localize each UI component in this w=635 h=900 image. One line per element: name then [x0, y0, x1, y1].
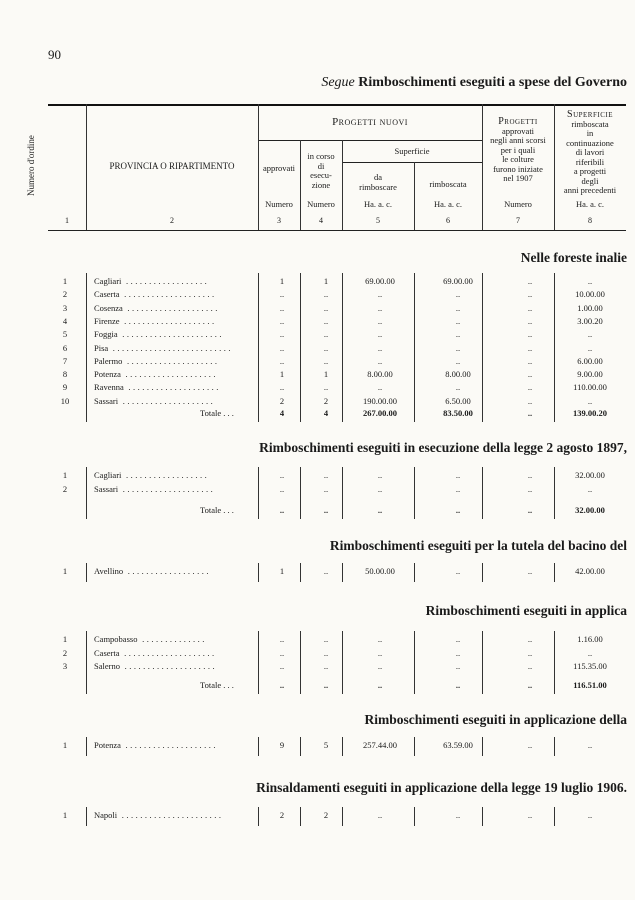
cell-province: Potenza ....................: [94, 740, 219, 750]
cell-da-rimboscare: ..: [377, 810, 383, 820]
table-row: [50, 566, 620, 580]
cell-da-rimboscare: 69.00.00: [365, 276, 395, 286]
cell-in-corso: ..: [323, 302, 329, 313]
cell-progetti-anni-scorsi: ..: [527, 382, 533, 393]
cell-progetti-anni-scorsi: ..: [527, 483, 533, 494]
cell-in-corso: 1: [323, 369, 329, 380]
cell-approvati: 9: [279, 740, 285, 750]
cell-progetti-anni-scorsi: ..: [527, 661, 533, 672]
cell-province: Sassari ....................: [94, 483, 216, 494]
col-number-8: 8: [588, 216, 592, 225]
total-label: Totale . . .: [200, 505, 234, 515]
table-row: [50, 810, 620, 824]
cell-row-number: 6: [62, 342, 68, 353]
cell-approvati: ..: [279, 661, 285, 672]
cell-province: Ravenna ....................: [94, 382, 221, 393]
cell-approvati: ..: [279, 315, 285, 326]
cell-approvati: 2: [279, 810, 285, 820]
dot-leader: ....................: [119, 661, 218, 672]
cell-approvati: ..: [279, 483, 285, 494]
cell-progetti-anni-scorsi: ..: [527, 647, 533, 658]
total-cell: ..: [377, 505, 383, 515]
cell-superficie-continuazione: 110.00.00: [573, 382, 607, 393]
cell-in-corso: ..: [323, 470, 329, 480]
cell-superficie-continuazione: ..: [587, 740, 593, 750]
cell-in-corso: ..: [323, 647, 329, 658]
total-cell: ..: [455, 505, 461, 515]
cell-rimboscata: ..: [455, 329, 461, 340]
cell-rimboscata: ..: [455, 661, 461, 672]
cell-approvati: 2: [279, 395, 285, 406]
header-provincia: PROVINCIA O RIPARTIMENTO: [109, 161, 235, 171]
cell-row-number: 3: [62, 661, 68, 672]
total-cell: ..: [455, 680, 461, 690]
table-row: [50, 484, 620, 498]
table-row: [50, 382, 620, 396]
title-main: Rimboschimenti eseguiti a spese del Governo: [358, 75, 627, 90]
cell-province: Avellino ..................: [94, 566, 211, 576]
cell-row-number: 2: [62, 483, 68, 494]
cell-da-rimboscare: ..: [377, 634, 383, 644]
dot-leader: ..........................: [108, 342, 234, 353]
cell-row-number: 10: [60, 395, 70, 406]
cell-da-rimboscare: 257.44.00: [363, 740, 397, 750]
dot-leader: ....................: [122, 302, 220, 313]
cell-rimboscata: ..: [455, 634, 461, 644]
cell-row-number: 4: [62, 315, 68, 326]
cell-da-rimboscare: 190.00.00: [363, 395, 397, 406]
cell-approvati: ..: [279, 634, 285, 644]
cell-da-rimboscare: ..: [377, 302, 383, 313]
page-title: [321, 75, 627, 91]
col-number-5: 5: [376, 216, 380, 225]
cell-province: Salerno ....................: [94, 661, 218, 672]
cell-da-rimboscare: ..: [377, 289, 383, 300]
cell-da-rimboscare: ..: [377, 382, 383, 393]
unit-ha-6: Ha. a. c.: [433, 199, 463, 209]
cell-progetti-anni-scorsi: ..: [527, 369, 533, 380]
total-row: [50, 505, 620, 519]
cell-da-rimboscare: ..: [377, 647, 383, 658]
cell-approvati: ..: [279, 647, 285, 658]
col-number-3: 3: [277, 216, 281, 225]
dot-leader: ......................: [117, 810, 224, 820]
dot-leader: ....................: [118, 395, 216, 406]
cell-superficie-continuazione: ..: [587, 483, 593, 494]
col-number-4: 4: [319, 216, 323, 225]
cell-province: Sassari ....................: [94, 395, 216, 406]
header-da-rimboscare: da rimboscare: [359, 172, 397, 192]
cell-province: Potenza ....................: [94, 369, 219, 380]
cell-province: Cagliari ..................: [94, 470, 210, 480]
col-number-1: 1: [65, 216, 69, 225]
cell-superficie-continuazione: 1.16.00: [577, 634, 603, 644]
cell-in-corso: ..: [323, 342, 329, 353]
table-row: [50, 356, 620, 370]
header-in-corso: in corso di esecu- zione: [307, 151, 335, 190]
unit-ha-5: Ha. a. c.: [363, 199, 393, 209]
cell-da-rimboscare: ..: [377, 355, 383, 366]
unit-numero-3: Numero: [265, 199, 293, 209]
table-row: [50, 369, 620, 383]
cell-progetti-anni-scorsi: ..: [527, 302, 533, 313]
cell-province: Cosenza ....................: [94, 302, 220, 313]
cell-approvati: ..: [279, 302, 285, 313]
cell-approvati: 1: [279, 566, 285, 576]
cell-in-corso: ..: [323, 355, 329, 366]
col-number-6: 6: [446, 216, 450, 225]
cell-in-corso: ..: [323, 483, 329, 494]
dot-leader: ..................: [123, 566, 211, 576]
cell-row-number: 2: [62, 647, 68, 658]
section-title: Rimboschimenti eseguiti in applica: [425, 603, 627, 618]
cell-da-rimboscare: 50.00.00: [365, 566, 395, 576]
cell-in-corso: ..: [323, 315, 329, 326]
cell-province: Firenze ....................: [94, 315, 217, 326]
table-row: [50, 648, 620, 662]
dot-leader: ....................: [119, 647, 217, 658]
cell-row-number: 1: [62, 566, 68, 576]
cell-rimboscata: ..: [455, 302, 461, 313]
cell-da-rimboscare: 8.00.00: [367, 369, 393, 380]
total-cell: ..: [527, 408, 533, 418]
cell-rimboscata: ..: [455, 483, 461, 494]
cell-superficie-continuazione: ..: [587, 342, 593, 353]
cell-progetti-anni-scorsi: ..: [527, 355, 533, 366]
dot-leader: ....................: [119, 315, 217, 326]
cell-approvati: ..: [279, 382, 285, 393]
cell-row-number: 8: [62, 369, 68, 380]
cell-progetti-anni-scorsi: ..: [527, 740, 533, 750]
dot-leader: ....................: [120, 369, 219, 380]
header-progetti-nuovi: Progetti nuovi: [332, 116, 408, 128]
unit-numero-7: Numero: [504, 199, 532, 209]
cell-province: Napoli ......................: [94, 810, 224, 820]
cell-progetti-anni-scorsi: ..: [527, 566, 533, 576]
total-label: Totale . . .: [200, 680, 234, 690]
total-cell: 32.00.00: [575, 505, 605, 515]
section-title: Rimboschimenti eseguiti in esecuzione della legge 2 agosto 1897,: [259, 440, 627, 455]
total-cell: ..: [323, 680, 329, 690]
total-row: [50, 408, 620, 422]
total-row: [50, 680, 620, 694]
cell-progetti-anni-scorsi: ..: [527, 634, 533, 644]
header-rimboscata: rimboscata: [429, 179, 467, 189]
table-row: [50, 740, 620, 754]
title-prefix: Segue: [321, 75, 355, 90]
cell-progetti-anni-scorsi: ..: [527, 470, 533, 480]
cell-progetti-anni-scorsi: ..: [527, 315, 533, 326]
cell-province: Cagliari ..................: [94, 276, 210, 286]
cell-in-corso: ..: [323, 329, 329, 340]
header-approvati: approvati: [262, 163, 296, 173]
cell-rimboscata: ..: [455, 566, 461, 576]
cell-progetti-anni-scorsi: ..: [527, 289, 533, 300]
cell-province: Palermo ....................: [94, 355, 220, 366]
cell-in-corso: ..: [323, 382, 329, 393]
cell-row-number: 1: [62, 470, 68, 480]
cell-row-number: 7: [62, 355, 68, 366]
cell-in-corso: ..: [323, 634, 329, 644]
unit-numero-4: Numero: [307, 199, 335, 209]
section-title: Rinsaldamenti eseguiti in applicazione della legge 19 luglio 1906.: [256, 780, 627, 795]
dot-leader: ....................: [118, 483, 216, 494]
dot-leader: ..................: [121, 276, 210, 286]
total-cell: ..: [527, 680, 533, 690]
table-row: [50, 276, 620, 290]
cell-rimboscata: ..: [455, 382, 461, 393]
dot-leader: ..............: [137, 634, 207, 644]
table-row: [50, 661, 620, 675]
cell-province: Caserta ....................: [94, 647, 217, 658]
cell-superficie-continuazione: ..: [587, 647, 593, 658]
cell-da-rimboscare: ..: [377, 661, 383, 672]
cell-progetti-anni-scorsi: ..: [527, 276, 533, 286]
cell-rimboscata: 63.59.00: [443, 740, 473, 750]
cell-row-number: 9: [62, 382, 68, 393]
cell-rimboscata: ..: [455, 289, 461, 300]
cell-province: Caserta ....................: [94, 289, 217, 300]
total-cell: ..: [323, 505, 329, 515]
cell-in-corso: ..: [323, 289, 329, 300]
section-title: Nelle foreste inalie: [520, 250, 627, 265]
cell-approvati: ..: [279, 342, 285, 353]
table-row: [50, 634, 620, 648]
cell-approvati: ..: [279, 355, 285, 366]
cell-approvati: ..: [279, 289, 285, 300]
cell-da-rimboscare: ..: [377, 329, 383, 340]
cell-row-number: 1: [62, 276, 68, 286]
unit-ha-8: Ha. a. c.: [575, 199, 605, 209]
col-number-7: 7: [516, 216, 520, 225]
table-row: [50, 316, 620, 330]
cell-progetti-anni-scorsi: ..: [527, 342, 533, 353]
dot-leader: ....................: [123, 382, 221, 393]
cell-superficie-continuazione: ..: [587, 810, 593, 820]
cell-in-corso: 5: [323, 740, 329, 750]
total-cell: ..: [279, 680, 285, 690]
cell-approvati: 1: [279, 276, 285, 286]
cell-progetti-anni-scorsi: ..: [527, 395, 533, 406]
cell-in-corso: 1: [323, 276, 329, 286]
cell-in-corso: ..: [323, 566, 329, 576]
cell-rimboscata: ..: [455, 355, 461, 366]
total-cell: 4: [323, 408, 329, 418]
total-cell: 4: [279, 408, 285, 418]
col-number-2: 2: [170, 216, 174, 225]
cell-da-rimboscare: ..: [377, 470, 383, 480]
cell-in-corso: ..: [323, 661, 329, 672]
total-cell: 267.00.00: [363, 408, 397, 418]
cell-row-number: 2: [62, 289, 68, 300]
table-row: [50, 303, 620, 317]
cell-row-number: 3: [62, 302, 68, 313]
cell-row-number: 1: [62, 634, 68, 644]
cell-superficie-continuazione: 42.00.00: [575, 566, 605, 576]
page-number: 90: [48, 47, 61, 62]
header-superficie-continuazione: Superficie rimboscata in continuazione di lavori riferibili a progetti degli anni precedenti: [563, 109, 617, 195]
section-title: Rimboschimenti eseguiti per la tutela del bacino del: [329, 538, 627, 553]
cell-superficie-continuazione: 10.00.00: [575, 289, 605, 300]
cell-da-rimboscare: ..: [377, 342, 383, 353]
cell-da-rimboscare: ..: [377, 483, 383, 494]
total-cell: 116.51.00: [573, 680, 607, 690]
cell-approvati: 1: [279, 369, 285, 380]
total-cell: 139.00.20: [573, 408, 607, 418]
dot-leader: ......................: [117, 329, 224, 340]
cell-rimboscata: ..: [455, 315, 461, 326]
cell-province: Campobasso ..............: [94, 634, 207, 644]
cell-rimboscata: ..: [455, 647, 461, 658]
cell-rimboscata: ..: [455, 470, 461, 480]
cell-da-rimboscare: ..: [377, 315, 383, 326]
table-row: [50, 289, 620, 303]
dot-leader: ..................: [121, 470, 210, 480]
cell-progetti-anni-scorsi: ..: [527, 329, 533, 340]
cell-province: Foggia ......................: [94, 329, 224, 340]
cell-rimboscata: ..: [455, 810, 461, 820]
cell-rimboscata: ..: [455, 342, 461, 353]
cell-superficie-continuazione: 9.00.00: [577, 369, 603, 380]
cell-rimboscata: 6.50.00: [445, 395, 471, 406]
cell-rimboscata: 8.00.00: [445, 369, 471, 380]
cell-province: Pisa ..........................: [94, 342, 234, 353]
header-numero-ordine: Numero d'ordine: [26, 135, 36, 196]
table-row: [50, 470, 620, 484]
dot-leader: ....................: [122, 355, 220, 366]
dot-leader: ....................: [120, 740, 219, 750]
cell-row-number: 5: [62, 329, 68, 340]
cell-rimboscata: 69.00.00: [443, 276, 473, 286]
cell-row-number: 1: [62, 740, 68, 750]
total-cell: ..: [377, 680, 383, 690]
cell-superficie-continuazione: 32.00.00: [575, 470, 605, 480]
header-progetti: Progetti approvati negli anni scorsi per i quali le colture furono iniziate nel 1907: [490, 116, 546, 183]
cell-progetti-anni-scorsi: ..: [527, 810, 533, 820]
cell-approvati: ..: [279, 470, 285, 480]
dot-leader: ....................: [119, 289, 217, 300]
header-superficie: Superficie: [394, 146, 430, 156]
cell-superficie-continuazione: ..: [587, 276, 593, 286]
cell-superficie-continuazione: 115.35.00: [573, 661, 607, 672]
cell-approvati: ..: [279, 329, 285, 340]
cell-superficie-continuazione: ..: [587, 329, 593, 340]
table-row: [50, 329, 620, 343]
cell-superficie-continuazione: 1.00.00: [577, 302, 603, 313]
cell-in-corso: 2: [323, 810, 329, 820]
table-row: [50, 343, 620, 357]
cell-superficie-continuazione: 3.00.20: [577, 315, 603, 326]
cell-superficie-continuazione: 6.00.00: [577, 355, 603, 366]
cell-row-number: 1: [62, 810, 68, 820]
cell-in-corso: 2: [323, 395, 329, 406]
section-title: Rimboschimenti eseguiti in applicazione della: [364, 712, 627, 727]
total-cell: ..: [279, 505, 285, 515]
cell-superficie-continuazione: ..: [587, 395, 593, 406]
total-label: Totale . . .: [200, 408, 234, 418]
total-cell: 83.50.00: [443, 408, 473, 418]
total-cell: ..: [527, 505, 533, 515]
